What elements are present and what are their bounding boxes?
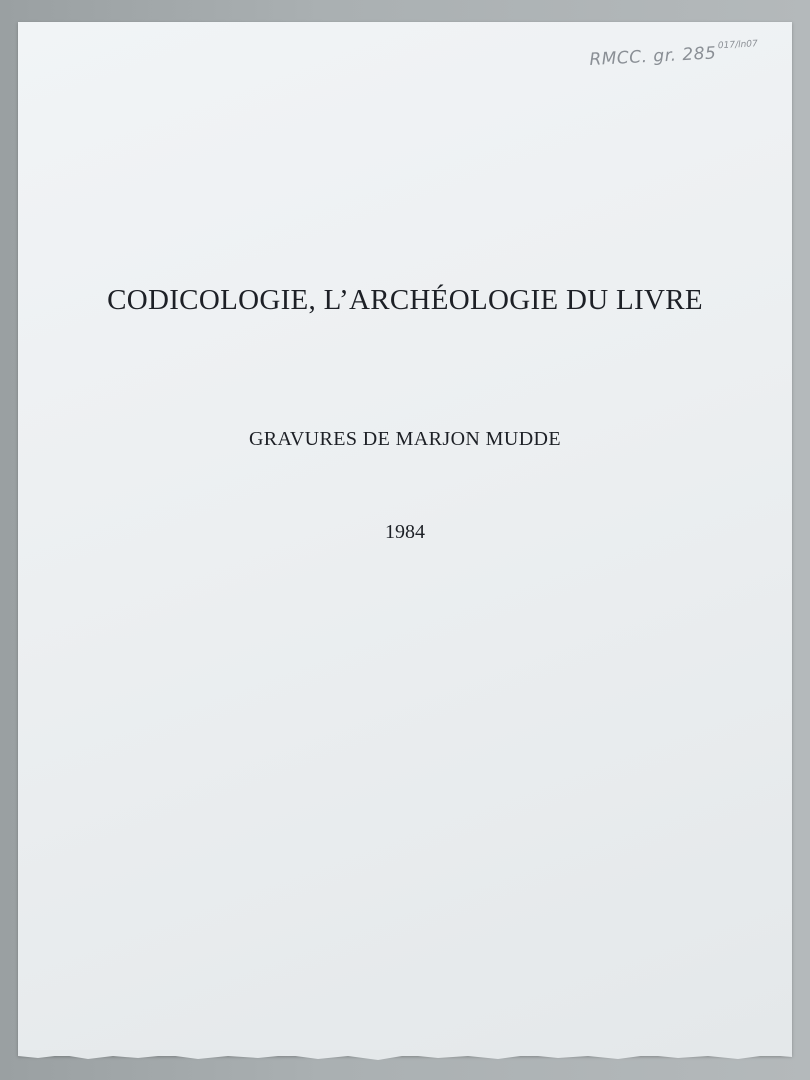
deckle-edge (18, 1050, 792, 1062)
paper-sheet (18, 22, 792, 1056)
handwritten-shelfmark (589, 41, 759, 70)
document-title: CODICOLOGIE, L’ARCHÉOLOGIE DU LIVRE (107, 284, 703, 316)
shelfmark-text: RMCC. gr. 285 (588, 43, 717, 70)
document-year: 1984 (385, 521, 425, 543)
document-subtitle: GRAVURES DE MARJON MUDDE (248, 428, 562, 450)
shelfmark-note: 017/ln07 (717, 39, 759, 52)
